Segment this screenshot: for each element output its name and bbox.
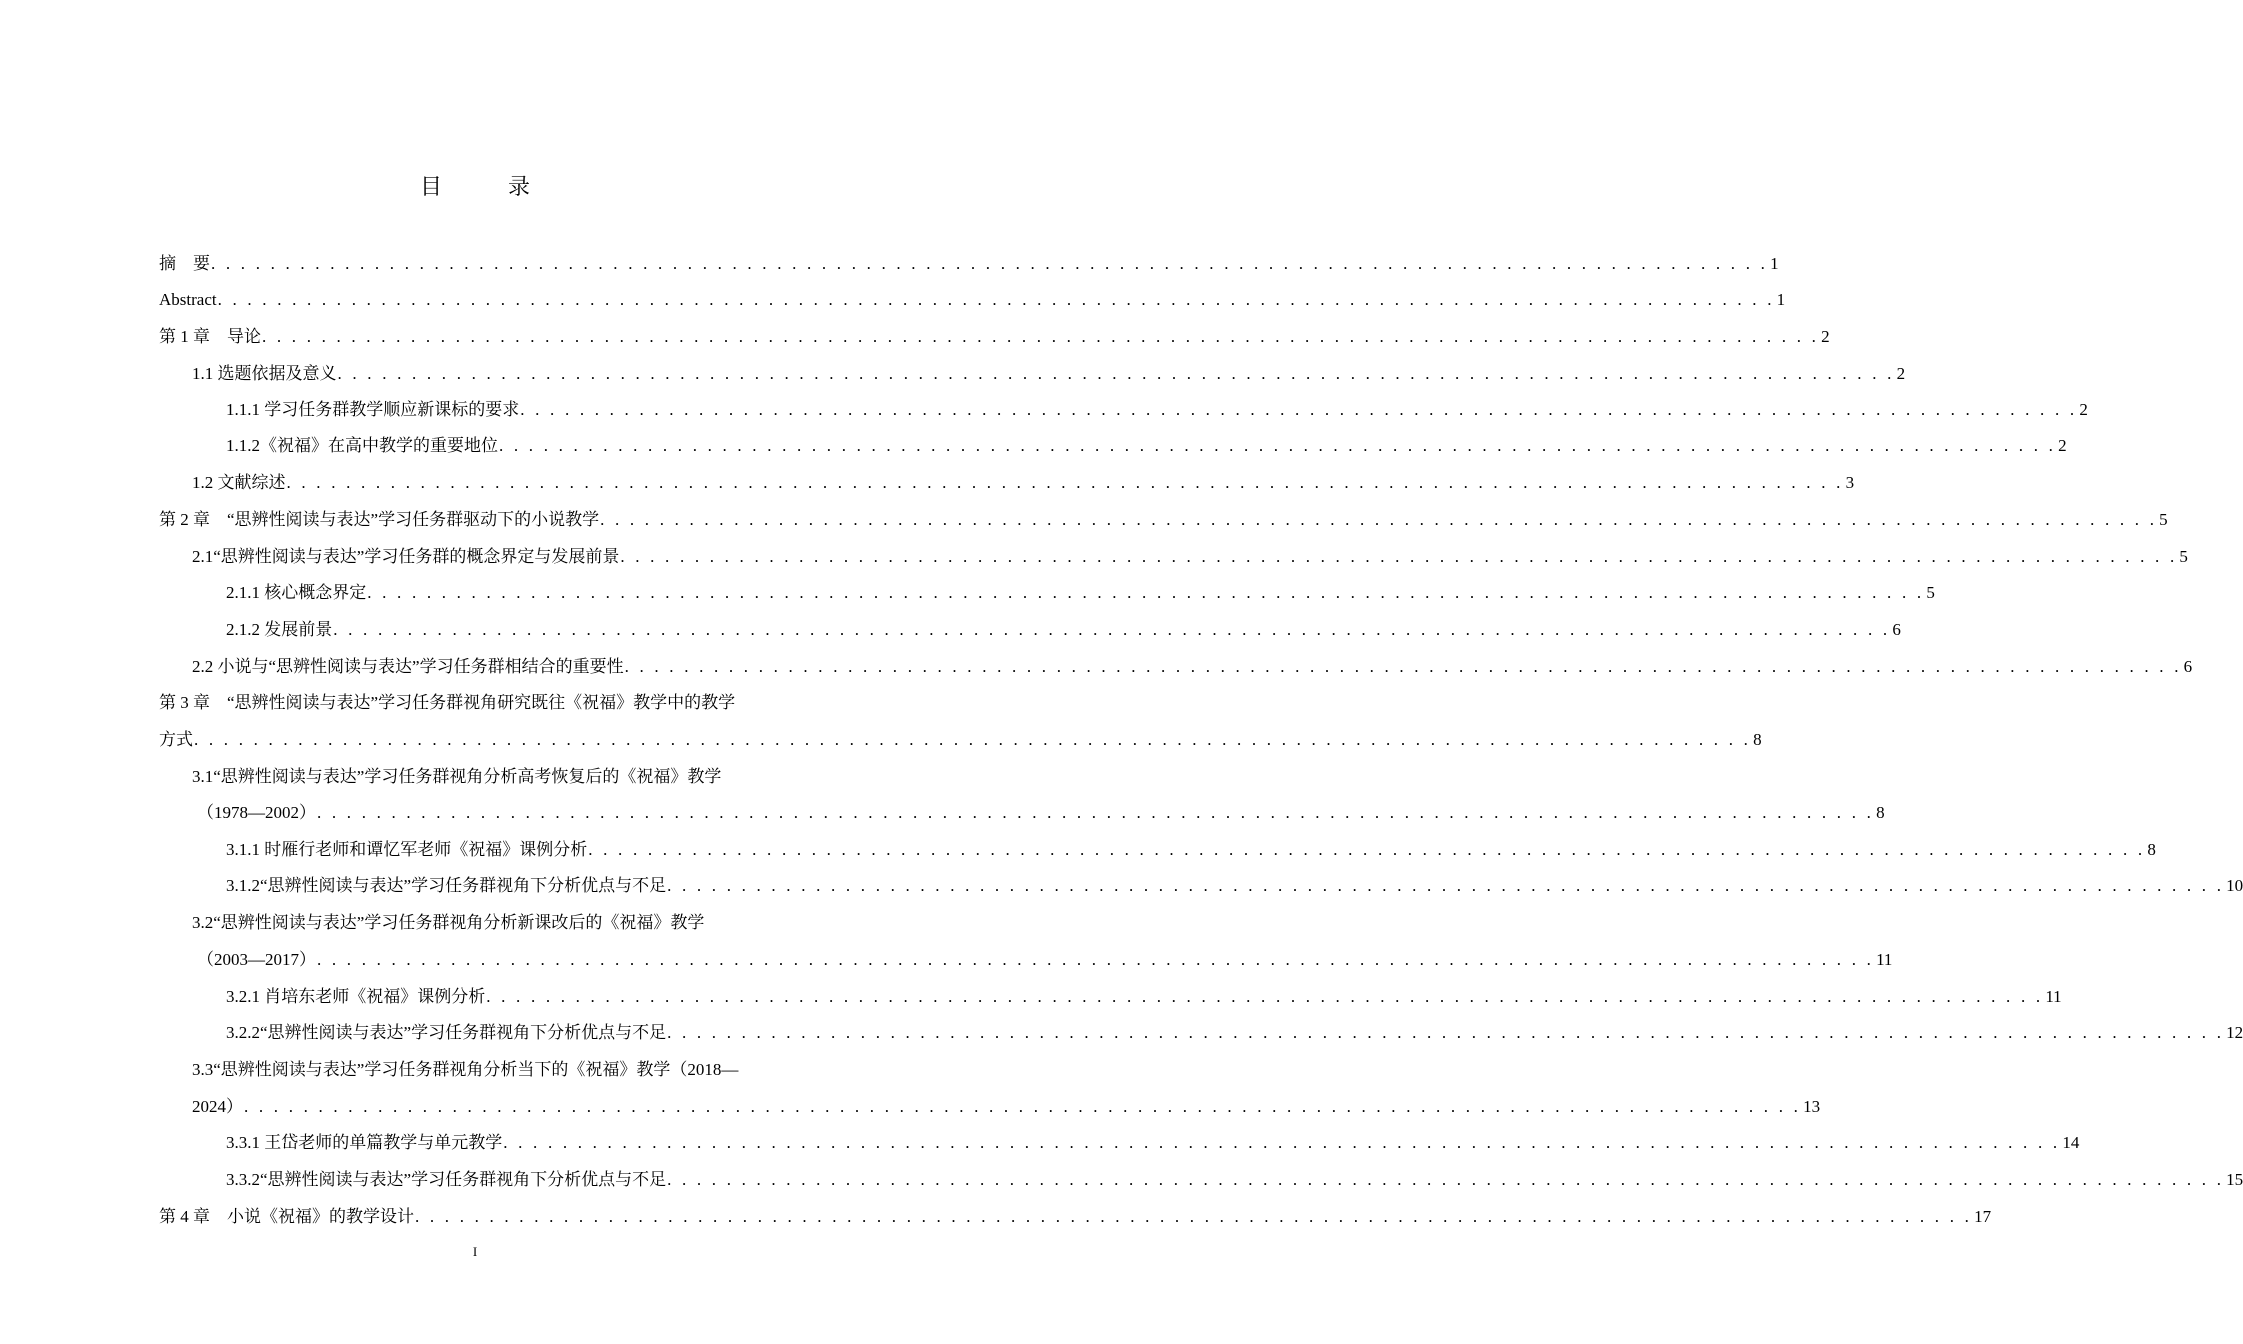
toc-leader-dots: . . . . . . . . . . . . . . . . . . . . . . . . . . . . . . . . . . . . . . . . . . . . . . . . . . . . . . . . . . . . . . . . . . . . . . . . . . . . . . . . . . . . . . . . . . . . . . . . . . . . . . . . . <box>333 620 1891 639</box>
toc-entry-3-3-line1[interactable] <box>192 1058 838 1082</box>
toc-leader-dots: . . . . . . . . . . . . . . . . . . . . . . . . . . . . . . . . . . . . . . . . . . . . . . . . . . . . . . . . . . . . . . . . . . . . . . . . . . . . . . . . . . . . . . . . . . . . . . . . . . . . . . . . . <box>262 327 1820 346</box>
toc-entry-label: 3.3“思辨性阅读与表达”学习任务群视角分析当下的《祝福》教学（2018— <box>192 1060 739 1079</box>
toc-entry-label: 3.2“思辨性阅读与表达”学习任务群视角分析新课改后的《祝福》教学 <box>192 913 705 932</box>
toc-entry-label: 摘 要 <box>159 254 210 273</box>
toc-entry-page: 6 <box>2183 657 2193 676</box>
toc-entry-2-2[interactable] <box>192 655 2193 679</box>
toc-entry-page: 8 <box>1876 803 1885 822</box>
toc-entry-page: 13 <box>1803 1097 1821 1116</box>
toc-leader-dots: . . . . . . . . . . . . . . . . . . . . . . . . . . . . . . . . . . . . . . . . . . . . . . . . . . . . . . . . . . . . . . . . . . . . . . . . . . . . . . . . . . . . . . . . . . . . . . . . . . . . . . . . . <box>499 436 2057 455</box>
toc-entry-page: 11 <box>1876 950 1893 969</box>
toc-entry-page: 1 <box>1776 290 1786 309</box>
toc-leader-dots: . . . . . . . . . . . . . . . . . . . . . . . . . . . . . . . . . . . . . . . . . . . . . . . . . . . . . . . . . . . . . . . . . . . . . . . . . . . . . . . . . . . . . . . . . . . . . . . . . . . . . . . . . <box>367 583 1925 602</box>
toc-entry-1-1-1[interactable] <box>226 398 2088 422</box>
toc-entry-label: 3.1“思辨性阅读与表达”学习任务群视角分析高考恢复后的《祝福》教学 <box>192 767 722 786</box>
toc-leader-dots: . . . . . . . . . . . . . . . . . . . . . . . . . . . . . . . . . . . . . . . . . . . . . . . . . . . . . . . . . . . . . . . . . . . . . . . . . . . . . . . . . . . . . . . . . . . . . . . . . . . . . . . . . <box>194 730 1752 749</box>
toc-entry-label: 2.2 小说与“思辨性阅读与表达”学习任务群相结合的重要性 <box>192 657 624 676</box>
toc-entry-page: 8 <box>2147 840 2156 859</box>
toc-entry-label: 第 3 章 “思辨性阅读与表达”学习任务群视角研究既往《祝福》教学中的教学 <box>159 693 736 712</box>
toc-entry-label: （2003—2017） <box>197 950 316 969</box>
toc-leader-dots: . . . . . . . . . . . . . . . . . . . . . . . . . . . . . . . . . . . . . . . . . . . . . . . . . . . . . . . . . . . . . . . . . . . . . . . . . . . . . . . . . . . . . . . . . . . . . . . . . . . . . . . . . <box>520 400 2078 419</box>
toc-entry-label: 1.1 选题依据及意义 <box>192 364 337 383</box>
toc-entry-chapter-3-line2[interactable] <box>159 728 1762 752</box>
toc-entry-3-2-line2[interactable] <box>197 948 1893 972</box>
toc-entry-label: Abstract <box>159 290 217 309</box>
toc-entry-page: 3 <box>1845 473 1855 492</box>
toc-entry-3-2-2[interactable] <box>226 1021 2243 1045</box>
toc-entry-label: 1.1.1 学习任务群教学顺应新课标的要求 <box>226 400 520 419</box>
toc-entry-label: 1.2 文献综述 <box>192 473 286 492</box>
toc-leader-dots: . . . . . . . . . . . . . . . . . . . . . . . . . . . . . . . . . . . . . . . . . . . . . . . . . . . . . . . . . . . . . . . . . . . . . . . . . . . . . . . . . . . . . . . . . . . . . . . . . . . . . . . . . <box>211 254 1769 273</box>
toc-entry-page: 2 <box>2079 400 2088 419</box>
toc-entry-page: 5 <box>2179 547 2188 566</box>
toc-entry-page: 8 <box>1753 730 1762 749</box>
toc-entry-page: 15 <box>2226 1170 2243 1189</box>
toc-leader-dots: . . . . . . . . . . . . . . . . . . . . . . . . . . . . . . . . . . . . . . . . . . . . . . . . . . . . . . . . . . . . . . . . . . . . . . . . . . . . . . . . . . . . . . . . . . . . . . . . . . . . . . . . . <box>244 1097 1802 1116</box>
toc-entry-label: 第 2 章 “思辨性阅读与表达”学习任务群驱动下的小说教学 <box>159 510 600 529</box>
toc-entry-label: 3.1.1 时雁行老师和谭忆军老师《祝福》课例分析 <box>226 840 588 859</box>
toc-entry-page: 14 <box>2062 1133 2080 1152</box>
toc-leader-dots: . . . . . . . . . . . . . . . . . . . . . . . . . . . . . . . . . . . . . . . . . . . . . . . . . . . . . . . . . . . . . . . . . . . . . . . . . . . . . . . . . . . . . . . . . . . . . . . . . . . . . . . . . <box>217 290 1775 309</box>
toc-entry-2-1[interactable] <box>192 545 2188 569</box>
toc-entry-label: 2.1.1 核心概念界定 <box>226 583 367 602</box>
toc-entry-3-1-2[interactable] <box>226 874 2243 898</box>
toc-leader-dots: . . . . . . . . . . . . . . . . . . . . . . . . . . . . . . . . . . . . . . . . . . . . . . . . . . . . . . . . . . . . . . . . . . . . . . . . . . . . . . . . . . . . . . . . . . . . . . . . . . . . . . . . . <box>317 950 1875 969</box>
toc-leader-dots: . . . . . . . . . . . . . . . . . . . . . . . . . . . . . . . . . . . . . . . . . . . . . . . . . . . . . . . . . . . . . . . . . . . . . . . . . . . . . . . . . . . . . . . . . . . . . . . . . . . . . . . . . <box>317 803 1875 822</box>
toc-entry-chapter-1[interactable] <box>159 325 1830 349</box>
toc-entry-1-1[interactable] <box>192 362 1906 386</box>
toc-entry-label: 第 1 章 导论 <box>159 327 261 346</box>
toc-entry-1-2[interactable] <box>192 471 1855 495</box>
toc-entry-3-1-line1[interactable] <box>192 765 838 789</box>
toc-leader-dots: . . . . . . . . . . . . . . . . . . . . . . . . . . . . . . . . . . . . . . . . . . . . . . . . . . . . . . . . . . . . . . . . . . . . . . . . . . . . . . . . . . . . . . . . . . . . . . . . . . . . . . . . . <box>667 876 2225 895</box>
toc-entry-label: 1.1.2《祝福》在高中教学的重要地位 <box>226 436 498 455</box>
toc-entry-3-3-1[interactable] <box>226 1131 2080 1155</box>
toc-entry-3-2-line1[interactable] <box>192 911 838 935</box>
toc-entry-3-3-2[interactable] <box>226 1168 2243 1192</box>
toc-entry-page: 6 <box>1892 620 1901 639</box>
toc-entry-2-1-2[interactable] <box>226 618 1901 642</box>
toc-entry-page: 2 <box>1821 327 1830 346</box>
toc-entry-1-1-2[interactable] <box>226 434 2067 458</box>
toc-entry-label: 第 4 章 小说《祝福》的教学设计 <box>159 1207 414 1226</box>
toc-entry-abstract-en[interactable] <box>159 288 1786 312</box>
toc-entry-page: 2 <box>1896 364 1906 383</box>
toc-leader-dots: . . . . . . . . . . . . . . . . . . . . . . . . . . . . . . . . . . . . . . . . . . . . . . . . . . . . . . . . . . . . . . . . . . . . . . . . . . . . . . . . . . . . . . . . . . . . . . . . . . . . . . . . . <box>588 840 2146 859</box>
toc-title: 目 录 <box>419 174 552 199</box>
toc-leader-dots: . . . . . . . . . . . . . . . . . . . . . . . . . . . . . . . . . . . . . . . . . . . . . . . . . . . . . . . . . . . . . . . . . . . . . . . . . . . . . . . . . . . . . . . . . . . . . . . . . . . . . . . . . <box>624 657 2182 676</box>
toc-entry-label: 2.1.2 发展前景 <box>226 620 333 639</box>
toc-leader-dots: . . . . . . . . . . . . . . . . . . . . . . . . . . . . . . . . . . . . . . . . . . . . . . . . . . . . . . . . . . . . . . . . . . . . . . . . . . . . . . . . . . . . . . . . . . . . . . . . . . . . . . . . . <box>503 1133 2061 1152</box>
toc-entry-label: 3.1.2“思辨性阅读与表达”学习任务群视角下分析优点与不足 <box>226 876 667 895</box>
toc-entry-chapter-3-line1[interactable] <box>159 691 838 715</box>
toc-entry-label: （1978—2002） <box>197 803 316 822</box>
toc-entry-page: 12 <box>2226 1023 2243 1042</box>
toc-leader-dots: . . . . . . . . . . . . . . . . . . . . . . . . . . . . . . . . . . . . . . . . . . . . . . . . . . . . . . . . . . . . . . . . . . . . . . . . . . . . . . . . . . . . . . . . . . . . . . . . . . . . . . . . . <box>337 364 1895 383</box>
toc-entry-page: 2 <box>2058 436 2067 455</box>
toc-entry-page: 11 <box>2045 987 2062 1006</box>
toc-leader-dots: . . . . . . . . . . . . . . . . . . . . . . . . . . . . . . . . . . . . . . . . . . . . . . . . . . . . . . . . . . . . . . . . . . . . . . . . . . . . . . . . . . . . . . . . . . . . . . . . . . . . . . . . . <box>667 1170 2225 1189</box>
toc-leader-dots: . . . . . . . . . . . . . . . . . . . . . . . . . . . . . . . . . . . . . . . . . . . . . . . . . . . . . . . . . . . . . . . . . . . . . . . . . . . . . . . . . . . . . . . . . . . . . . . . . . . . . . . . . <box>286 473 1844 492</box>
toc-leader-dots: . . . . . . . . . . . . . . . . . . . . . . . . . . . . . . . . . . . . . . . . . . . . . . . . . . . . . . . . . . . . . . . . . . . . . . . . . . . . . . . . . . . . . . . . . . . . . . . . . . . . . . . . . <box>667 1023 2225 1042</box>
toc-entry-3-2-1[interactable] <box>226 985 2062 1009</box>
toc-entry-label: 方式 <box>159 730 193 749</box>
toc-entry-page: 17 <box>1974 1207 1992 1226</box>
toc-entry-label: 3.3.1 王岱老师的单篇教学与单元教学 <box>226 1133 503 1152</box>
toc-leader-dots: . . . . . . . . . . . . . . . . . . . . . . . . . . . . . . . . . . . . . . . . . . . . . . . . . . . . . . . . . . . . . . . . . . . . . . . . . . . . . . . . . . . . . . . . . . . . . . . . . . . . . . . . . <box>486 987 2044 1006</box>
toc-entry-3-1-1[interactable] <box>226 838 2156 862</box>
page-number: I <box>472 1244 478 1259</box>
toc-entry-page: 5 <box>1926 583 1935 602</box>
toc-entry-abstract-cn[interactable] <box>159 252 1779 276</box>
toc-entry-page: 5 <box>2159 510 2168 529</box>
toc-entry-page: 10 <box>2226 876 2243 895</box>
toc-entry-label: 3.2.2“思辨性阅读与表达”学习任务群视角下分析优点与不足 <box>226 1023 667 1042</box>
toc-entry-3-1-line2[interactable] <box>197 801 1885 825</box>
toc-leader-dots: . . . . . . . . . . . . . . . . . . . . . . . . . . . . . . . . . . . . . . . . . . . . . . . . . . . . . . . . . . . . . . . . . . . . . . . . . . . . . . . . . . . . . . . . . . . . . . . . . . . . . . . . . <box>415 1207 1973 1226</box>
toc-entry-chapter-4[interactable] <box>159 1205 1992 1229</box>
toc-entry-page: 1 <box>1770 254 1779 273</box>
toc-leader-dots: . . . . . . . . . . . . . . . . . . . . . . . . . . . . . . . . . . . . . . . . . . . . . . . . . . . . . . . . . . . . . . . . . . . . . . . . . . . . . . . . . . . . . . . . . . . . . . . . . . . . . . . . . <box>620 547 2178 566</box>
toc-entry-label: 3.2.1 肖培东老师《祝福》课例分析 <box>226 987 486 1006</box>
toc-entry-2-1-1[interactable] <box>226 581 1935 605</box>
toc-entry-3-3-line2[interactable] <box>192 1095 1821 1119</box>
toc-entry-label: 2.1“思辨性阅读与表达”学习任务群的概念界定与发展前景 <box>192 547 620 566</box>
toc-leader-dots: . . . . . . . . . . . . . . . . . . . . . . . . . . . . . . . . . . . . . . . . . . . . . . . . . . . . . . . . . . . . . . . . . . . . . . . . . . . . . . . . . . . . . . . . . . . . . . . . . . . . . . . . . <box>600 510 2158 529</box>
toc-entry-chapter-2[interactable] <box>159 508 2168 532</box>
toc-entry-label: 2024） <box>192 1097 243 1116</box>
toc-entry-label: 3.3.2“思辨性阅读与表达”学习任务群视角下分析优点与不足 <box>226 1170 667 1189</box>
